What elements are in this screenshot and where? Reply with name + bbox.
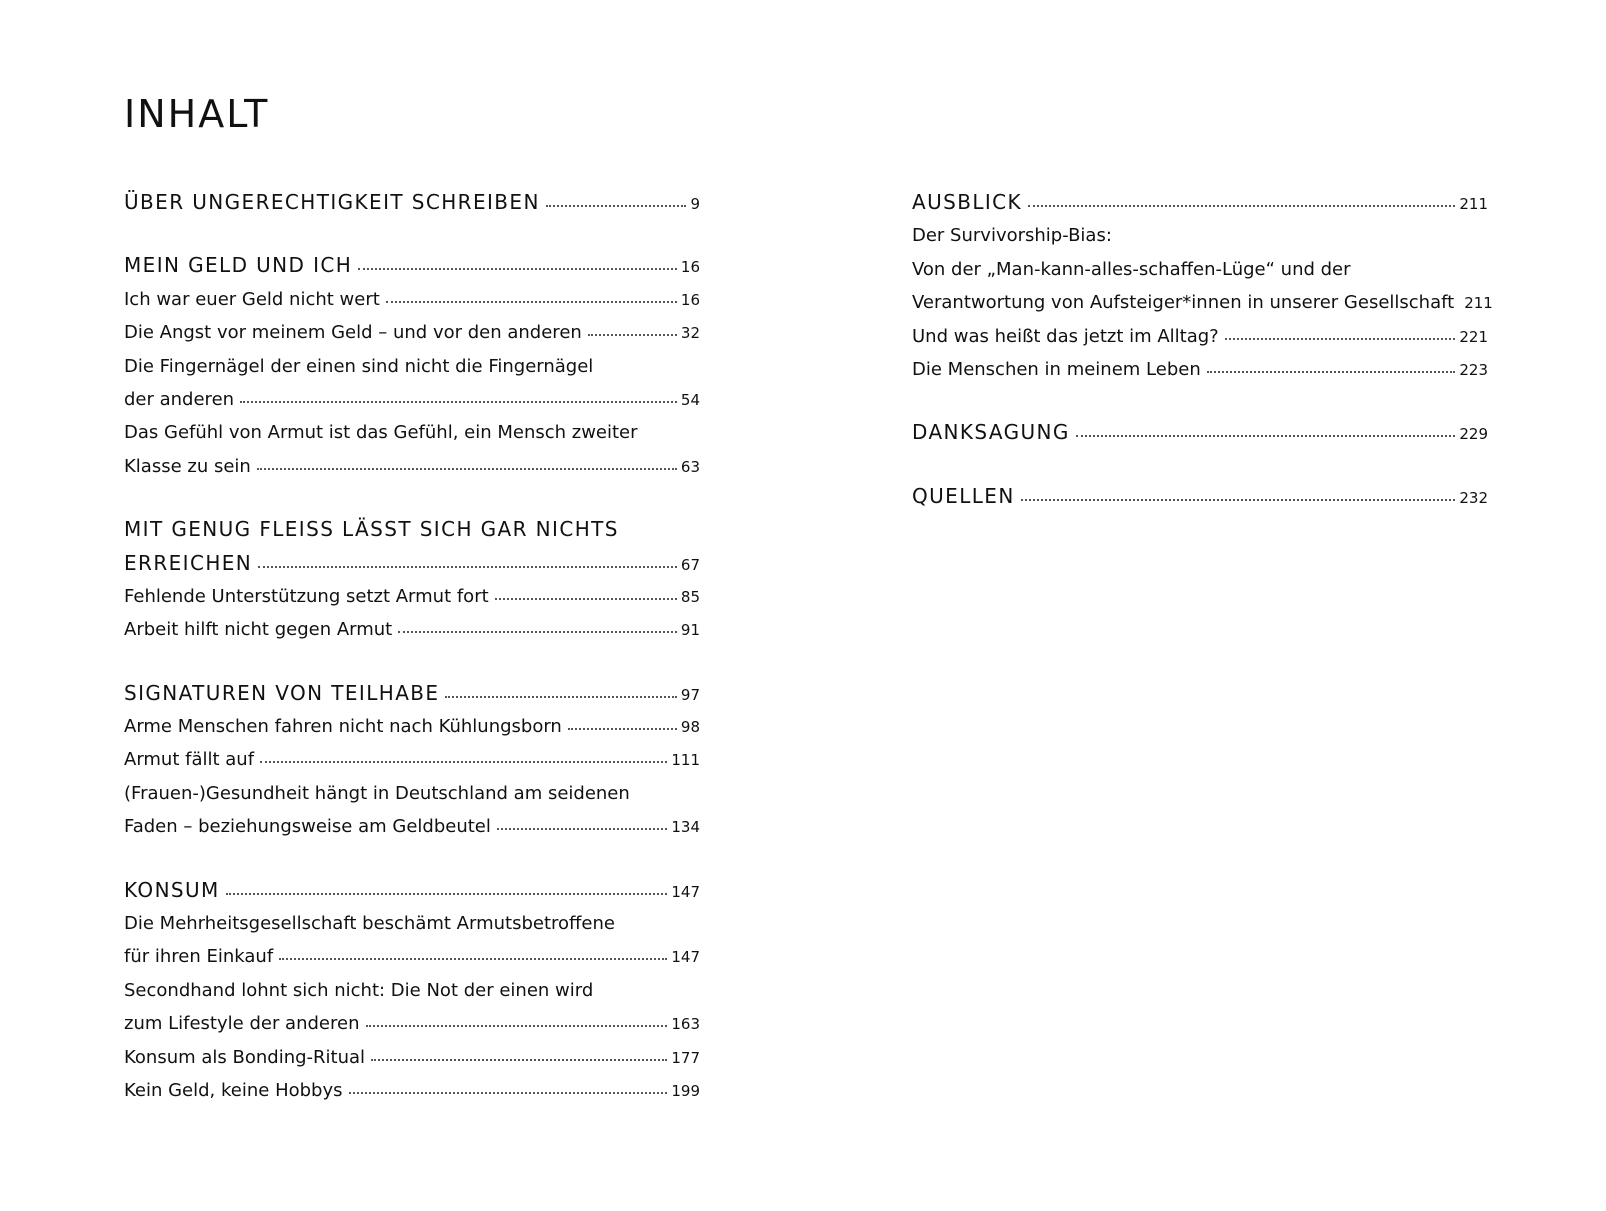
dot-leader	[279, 958, 667, 960]
toc-entry-title: zum Lifestyle der anderen	[124, 1013, 360, 1035]
dot-leader	[1225, 338, 1456, 340]
toc-entry-title: MIT GENUG FLEISS LÄSST SICH GAR NICHTS	[124, 517, 619, 542]
toc-page-number: 97	[680, 685, 700, 704]
toc-entry-title: DANKSAGUNG	[912, 420, 1070, 445]
toc-entry	[124, 1007, 700, 1040]
toc-page-number: 211	[1459, 195, 1488, 213]
toc-entry	[124, 777, 700, 810]
toc-entry	[124, 580, 700, 613]
toc-entry-title: Klasse zu sein	[124, 455, 251, 477]
dot-leader	[240, 401, 677, 403]
toc-page-number: 211	[1464, 294, 1493, 313]
toc-column-right	[912, 186, 1493, 513]
dot-leader	[371, 1059, 667, 1061]
toc-page-number: 54	[680, 390, 700, 409]
toc-entry	[124, 710, 700, 743]
toc-entry	[912, 353, 1488, 386]
dot-leader	[1028, 205, 1455, 207]
dot-leader	[386, 301, 677, 303]
toc-page-number: 111	[671, 751, 700, 770]
dot-leader	[349, 1092, 668, 1094]
dot-leader	[260, 761, 667, 763]
toc-page-number: 199	[671, 1081, 700, 1100]
toc-entry	[124, 810, 700, 843]
toc-chapter-heading	[124, 249, 700, 282]
toc-page-number: 32	[680, 324, 700, 343]
toc-entry	[912, 219, 1488, 252]
toc-chapter-heading	[912, 186, 1488, 219]
dot-leader	[546, 205, 687, 207]
toc-entry-title: KONSUM	[124, 877, 220, 902]
dot-leader	[1021, 499, 1456, 501]
toc-page-number: 147	[671, 882, 700, 901]
dot-leader	[257, 468, 677, 470]
toc-column-left	[124, 186, 700, 1107]
toc-entry-title: SIGNATUREN VON TEILHABE	[124, 680, 440, 705]
toc-entry	[912, 320, 1488, 353]
toc-chapter-heading	[124, 677, 700, 710]
toc-entry	[124, 974, 700, 1007]
toc-entry-title: der anderen	[124, 388, 235, 410]
section-gap	[912, 386, 1488, 416]
toc-entry	[124, 907, 700, 940]
toc-entry-title: Arbeit hilft nicht gegen Armut	[124, 619, 393, 641]
toc-entry	[124, 316, 700, 349]
toc-chapter-heading	[124, 513, 700, 546]
toc-page-number: 232	[1459, 488, 1488, 507]
toc-entry-title: Faden – beziehungsweise am Geldbeutel	[124, 816, 491, 838]
toc-entry-title: Die Menschen in meinem Leben	[912, 358, 1201, 380]
toc-entry-title: ÜBER UNGERECHTIGKEIT SCHREIBEN	[124, 190, 540, 214]
dot-leader	[226, 893, 668, 895]
page-title: INHALT	[124, 92, 270, 136]
toc-entry-title: Konsum als Bonding-Ritual	[124, 1046, 366, 1068]
toc-entry-title: (Frauen-)Gesundheit hängt in Deutschland am seidenen	[124, 782, 630, 804]
toc-entry	[124, 283, 700, 316]
toc-chapter-heading	[124, 874, 700, 907]
toc-entry-title: Von der „Man-kann-alles-schaffen-Lüge“ und der	[912, 258, 1351, 280]
section-gap	[124, 844, 700, 874]
dot-leader	[497, 828, 667, 830]
toc-chapter-heading	[912, 480, 1488, 513]
toc-entry-title: Fehlende Unterstützung setzt Armut fort	[124, 585, 489, 607]
toc-entry-title: Die Fingernägel der einen sind nicht die Fingernägel	[124, 355, 594, 377]
toc-entry	[124, 383, 700, 416]
dot-leader	[358, 268, 677, 270]
toc-entry	[124, 450, 700, 483]
dot-leader	[568, 728, 677, 730]
toc-entry	[124, 416, 700, 449]
toc-page-number: 229	[1459, 425, 1488, 444]
toc-entry	[124, 1074, 700, 1107]
toc-chapter-heading	[124, 547, 700, 580]
toc-entry	[124, 940, 700, 973]
toc-entry-title: ERREICHEN	[124, 550, 253, 575]
toc-entry-title: Die Mehrheitsgesellschaft beschämt Armutsbetroffene	[124, 913, 615, 935]
toc-page-number: 91	[680, 621, 700, 640]
toc-entry-title: Und was heißt das jetzt im Alltag?	[912, 325, 1219, 347]
toc-entry	[912, 253, 1488, 286]
toc-entry-title: für ihren Einkauf	[124, 946, 274, 968]
toc-page-number: 63	[680, 457, 700, 476]
toc-entry-title: Secondhand lohnt sich nicht: Die Not der einen wird	[124, 979, 594, 1001]
toc-page-number: 9	[690, 195, 700, 213]
toc-entry-title: Der Survivorship-Bias:	[912, 225, 1112, 247]
toc-entry-title: Verantwortung von Aufsteiger*innen in unserer Gesellschaft	[912, 292, 1455, 314]
toc-entry-title: QUELLEN	[912, 483, 1015, 508]
dot-leader	[445, 696, 676, 698]
toc-page-number: 223	[1459, 360, 1488, 379]
toc-chapter-heading	[124, 186, 700, 219]
toc-entry-title: Das Gefühl von Armut ist das Gefühl, ein Mensch zweiter	[124, 422, 638, 444]
toc-entry-title: MEIN GELD UND ICH	[124, 253, 353, 278]
dot-leader	[495, 598, 677, 600]
toc-entry-title: AUSBLICK	[912, 190, 1023, 214]
toc-entry	[912, 286, 1493, 319]
dot-leader	[1076, 435, 1456, 437]
section-gap	[124, 219, 700, 249]
toc-page-number: 134	[671, 818, 700, 837]
dot-leader	[1207, 371, 1456, 373]
toc-page-number: 67	[680, 555, 700, 574]
toc-entry-title: Armut fällt auf	[124, 749, 255, 771]
dot-leader	[258, 566, 677, 568]
dot-leader	[588, 334, 677, 336]
toc-entry-title: Kein Geld, keine Hobbys	[124, 1079, 343, 1101]
toc-entry	[124, 350, 700, 383]
toc-page-number: 85	[680, 587, 700, 606]
toc-chapter-heading	[912, 416, 1488, 449]
dot-leader	[398, 631, 677, 633]
toc-page-number: 16	[680, 258, 700, 277]
toc-entry	[124, 613, 700, 646]
section-gap	[912, 450, 1488, 480]
dot-leader	[366, 1025, 668, 1027]
toc-page-number: 221	[1459, 327, 1488, 346]
toc-entry	[124, 1041, 700, 1074]
toc-entry-title: Arme Menschen fahren nicht nach Kühlungsborn	[124, 716, 562, 738]
toc-page-number: 16	[680, 290, 700, 309]
toc-entry-title: Die Angst vor meinem Geld – und vor den anderen	[124, 322, 582, 344]
section-gap	[124, 483, 700, 513]
section-gap	[124, 647, 700, 677]
toc-page-number: 177	[671, 1048, 700, 1067]
toc-page-number: 147	[671, 948, 700, 967]
toc-entry	[124, 743, 700, 776]
toc-entry-title: Ich war euer Geld nicht wert	[124, 288, 380, 310]
toc-page-number: 98	[680, 718, 700, 737]
toc-page-number: 163	[671, 1015, 700, 1034]
